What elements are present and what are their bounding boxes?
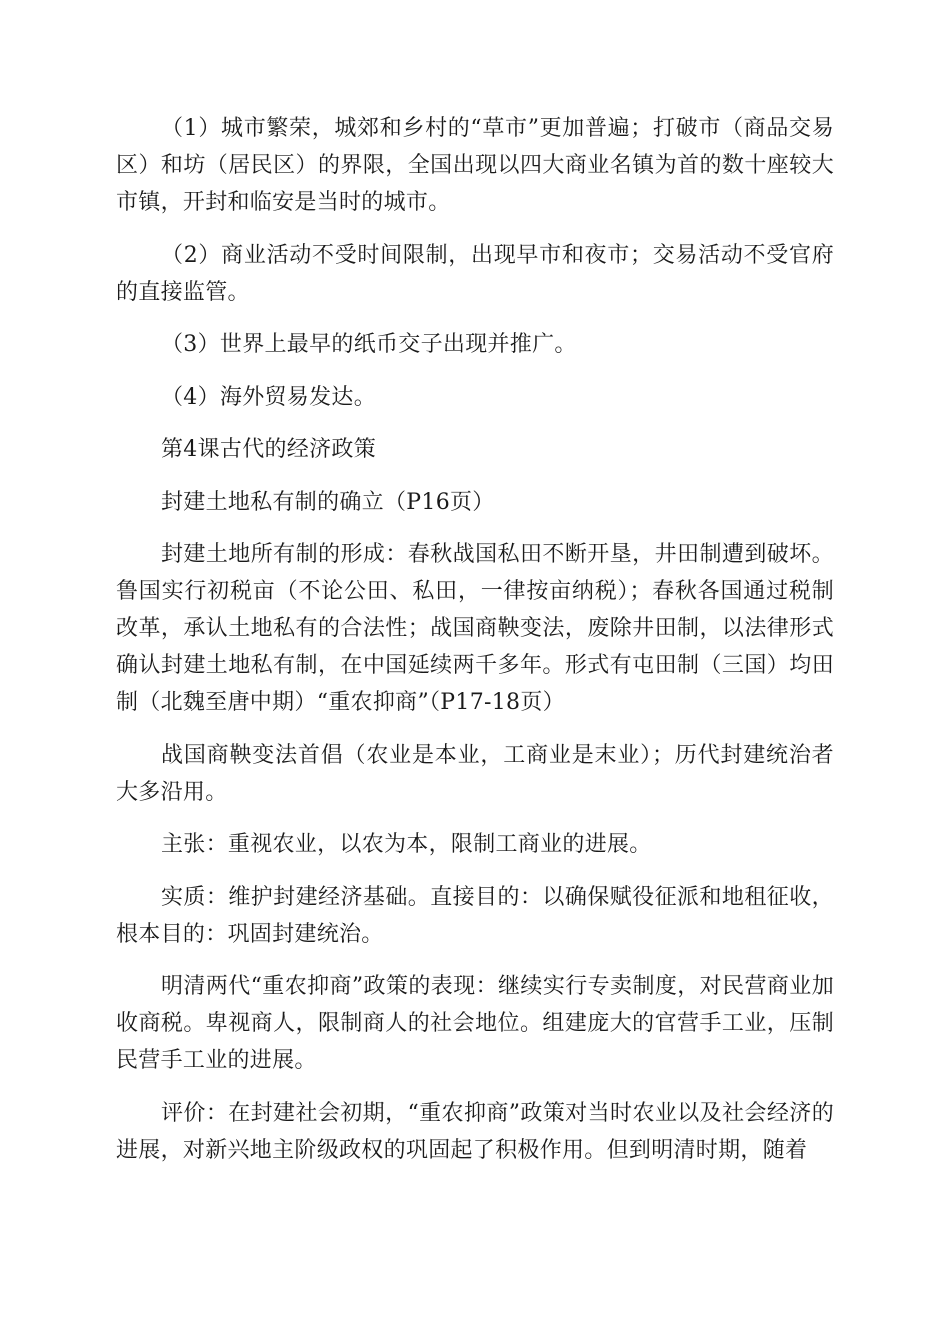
paragraph-overseas-trade: （4）海外贸易发达。	[161, 384, 376, 410]
lesson-heading: 第4课古代的经济政策	[161, 437, 376, 462]
paragraph-evaluation: 评价：在封建社会初期，“重农抑商”政策对当时农业以及社会经济的进展，对新兴地主阶级政权的巩固起了积极作用。但到明清时期，随着	[116, 1100, 834, 1163]
paragraph-land-ownership-formation: 封建土地所有制的形成：春秋战国私田不断开垦，井田制遭到破坏。鲁国实行初税亩（不论公田、私田，一律按亩纳税）；春秋各国通过税制改革，承认土地私有的合法性；战国商鞅变法，废除井田制，以法律形式确认封建土地私有制，在中国延续两千多年。形式有屯田制（三国）均田制（北魏至唐中期）“重农抑商”（P17-18页）	[116, 542, 834, 715]
section-heading-land-ownership: 封建土地私有制的确立（P16页）	[161, 489, 495, 515]
paragraph-proposition: 主张：重视农业，以农为本，限制工商业的进展。	[161, 832, 652, 857]
paragraph-shang-yang: 战国商鞅变法首倡（农业是本业，工商业是末业）；历代封建统治者大多沿用。	[116, 742, 834, 805]
document-body	[116, 110, 834, 1184]
paragraph-ming-qing-policy: 明清两代“重农抑商”政策的表现：继续实行专卖制度，对民营商业加收商税。卑视商人，限制商人的社会地位。组建庞大的官营手工业，压制民营手工业的进展。	[116, 974, 834, 1073]
paragraph-jiaozi: （3）世界上最早的纸币交子出现并推广。	[161, 332, 577, 357]
paragraph-song-city-prosperity: （1）城市繁荣，城郊和乡村的“草市”更加普遍；打破市（商品交易区）和坊（居民区）的界限，全国出现以四大商业名镇为首的数十座较大市镇，开封和临安是当时的城市。	[116, 116, 834, 215]
paragraph-commerce-time: （2）商业活动不受时间限制，出现早市和夜市；交易活动不受官府的直接监管。	[116, 242, 834, 305]
paragraph-essence: 实质：维护封建经济基础。直接目的：以确保赋役征派和地租征收，根本目的：巩固封建统治。	[116, 884, 834, 947]
